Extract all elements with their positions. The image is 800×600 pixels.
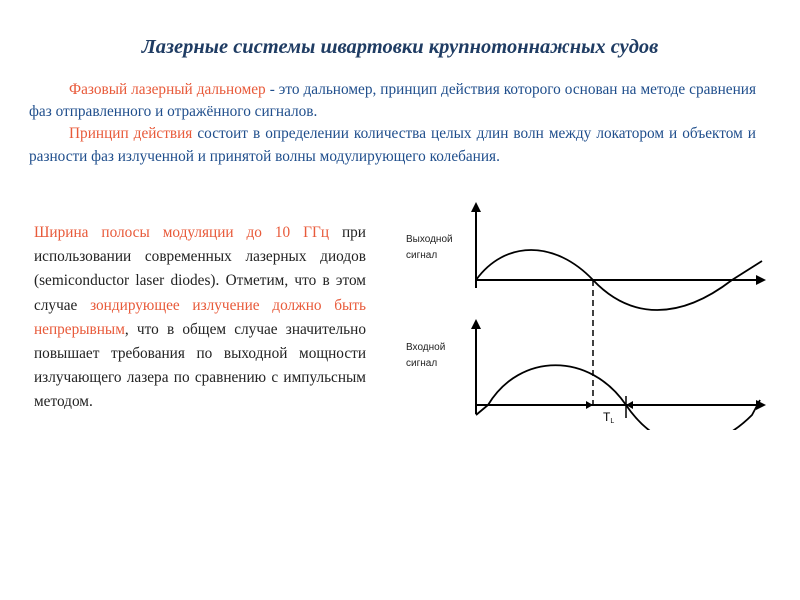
intro-paragraph-1 — [29, 79, 756, 123]
tl-left-arrowhead — [586, 401, 593, 409]
input-y-axis-arrow — [471, 319, 481, 329]
slide-title: Лазерные системы швартовки крупнотоннажных судов — [141, 36, 659, 58]
intro-term-principle: Принцип действия — [69, 125, 193, 143]
modulation-text-block — [34, 221, 366, 415]
continuous-radiation-text: зондирующее излучение должно быть непрерывным — [34, 296, 366, 338]
laser-diodes-text: при использовании современных лазерных диодов (semiconductor laser diodes). Отметим, что в этом случае — [34, 224, 366, 314]
output-signal-label: Выходной — [406, 234, 453, 245]
intro-text — [29, 79, 756, 168]
input-signal-label: Входной — [406, 342, 446, 353]
input-signal-wave — [476, 365, 760, 430]
power-requirements-text: , что в общем случае значительно повышает требования по выходной мощности излучающего лазера по сравнению с импульсным методом. — [34, 320, 366, 411]
output-signal-label-2: сигнал — [406, 250, 438, 261]
intro-term-phase-rangefinder: Фазовый лазерный дальномер — [69, 81, 266, 98]
modulation-bandwidth-text: Ширина полосы модуляции до 10 ГГц — [34, 224, 330, 241]
intro-paragraph-2 — [29, 123, 756, 167]
tl-label: TL — [603, 410, 615, 425]
output-x-axis-arrow — [756, 275, 766, 285]
input-signal-label-2: сигнал — [406, 358, 438, 369]
phase-shift-diagram — [400, 200, 780, 430]
intro-p1-text: - это дальномер, принцип действия которого основан на методе сравнения фаз отправленного и отражённого сигналов. — [29, 81, 757, 121]
output-y-axis-arrow — [471, 202, 481, 212]
intro-p2-text: состоит в определении количества целых длин волн между локатором и объектом и разности фаз излученной и принятой волны модулирующего колебания. — [29, 125, 756, 165]
